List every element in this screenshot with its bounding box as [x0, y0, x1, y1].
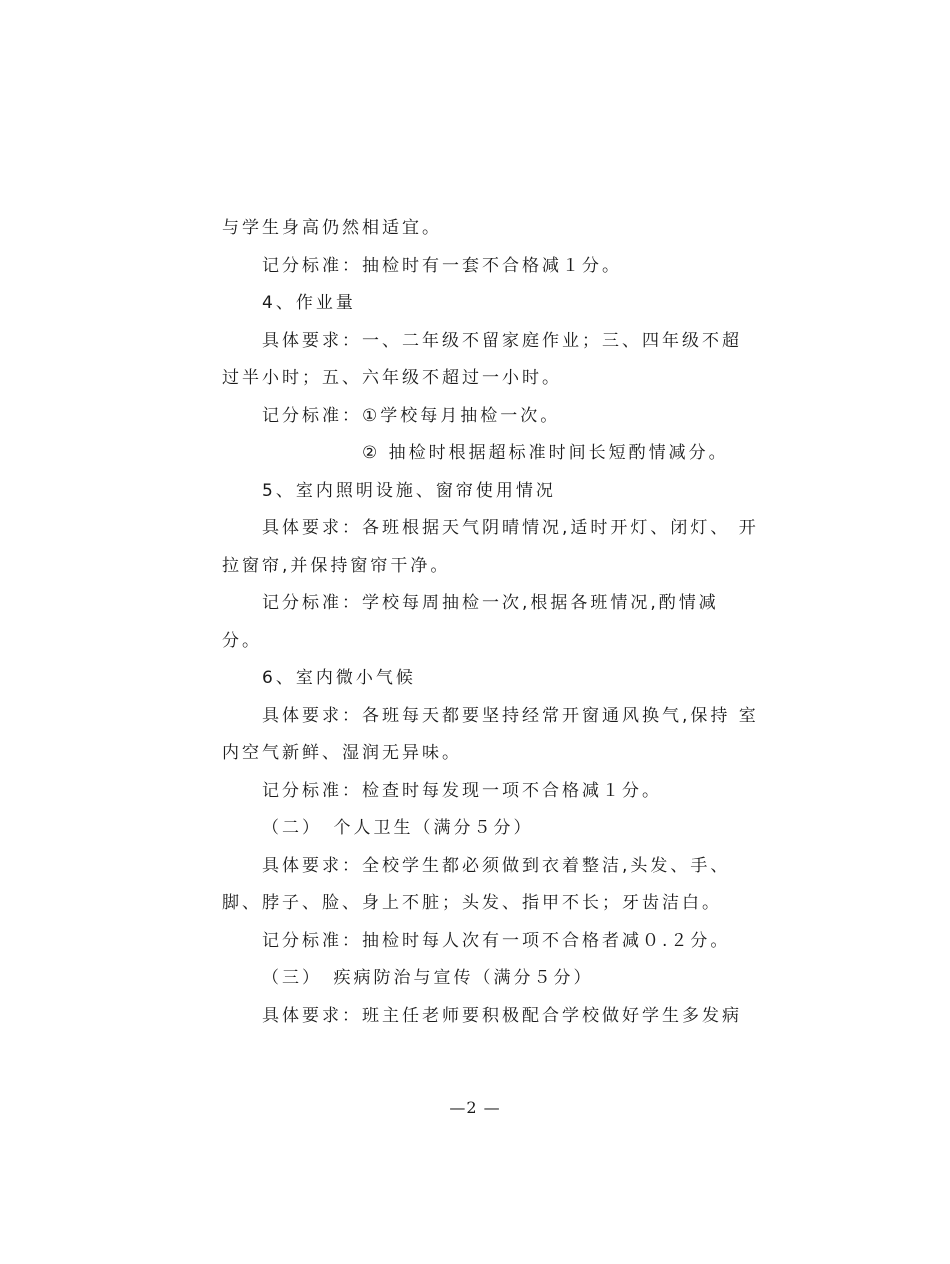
- section-heading: 5、室内照明设施、窗帘使用情况: [262, 481, 556, 501]
- section-heading: （二） 个人卫生（满分５分）: [262, 818, 534, 838]
- text-line: 脚、脖子、脸、身上不脏；头发、指甲不长；牙齿洁白。: [222, 893, 722, 913]
- text-line: 记分标准：检查时每发现一项不合格减１分。: [262, 781, 662, 801]
- text-line: 具体要求：各班每天都要坚持经常开窗通风换气,保持 室: [262, 706, 759, 726]
- text-line: ② 抽检时根据超标准时间长短酌情减分。: [362, 443, 729, 463]
- text-line: 内空气新鲜、湿润无异味。: [222, 743, 462, 763]
- text-line: 记分标准：抽检时每人次有一项不合格者减０.２分。: [262, 931, 731, 951]
- text-line: 具体要求：各班根据天气阴晴情况,适时开灯、闭灯、 开: [262, 518, 759, 538]
- section-heading: （三） 疾病防治与宣传（满分５分）: [262, 968, 594, 988]
- text-line: 记分标准：学校每周抽检一次,根据各班情况,酌情减: [262, 593, 719, 613]
- section-heading: 4、作业量: [262, 293, 356, 313]
- text-line: 具体要求：一、二年级不留家庭作业；三、四年级不超: [262, 331, 742, 351]
- text-line: 具体要求：全校学生都必须做到衣着整洁,头发、手、: [262, 856, 731, 876]
- text-line: 分。: [222, 631, 262, 651]
- text-line: 与学生身高仍然相适宜。: [222, 218, 442, 238]
- page-number: —2 —: [449, 1098, 501, 1117]
- text-line: 具体要求：班主任老师要积极配合学校做好学生多发病: [262, 1006, 742, 1026]
- text-line: 记分标准：抽检时有一套不合格减１分。: [262, 256, 622, 276]
- section-heading: 6、室内微小气候: [262, 668, 416, 688]
- text-line: 记分标准：①学校每月抽检一次。: [262, 406, 561, 426]
- text-line: 过半小时；五、六年级不超过一小时。: [222, 368, 562, 388]
- text-line: 拉窗帘,并保持窗帘干净。: [222, 556, 451, 576]
